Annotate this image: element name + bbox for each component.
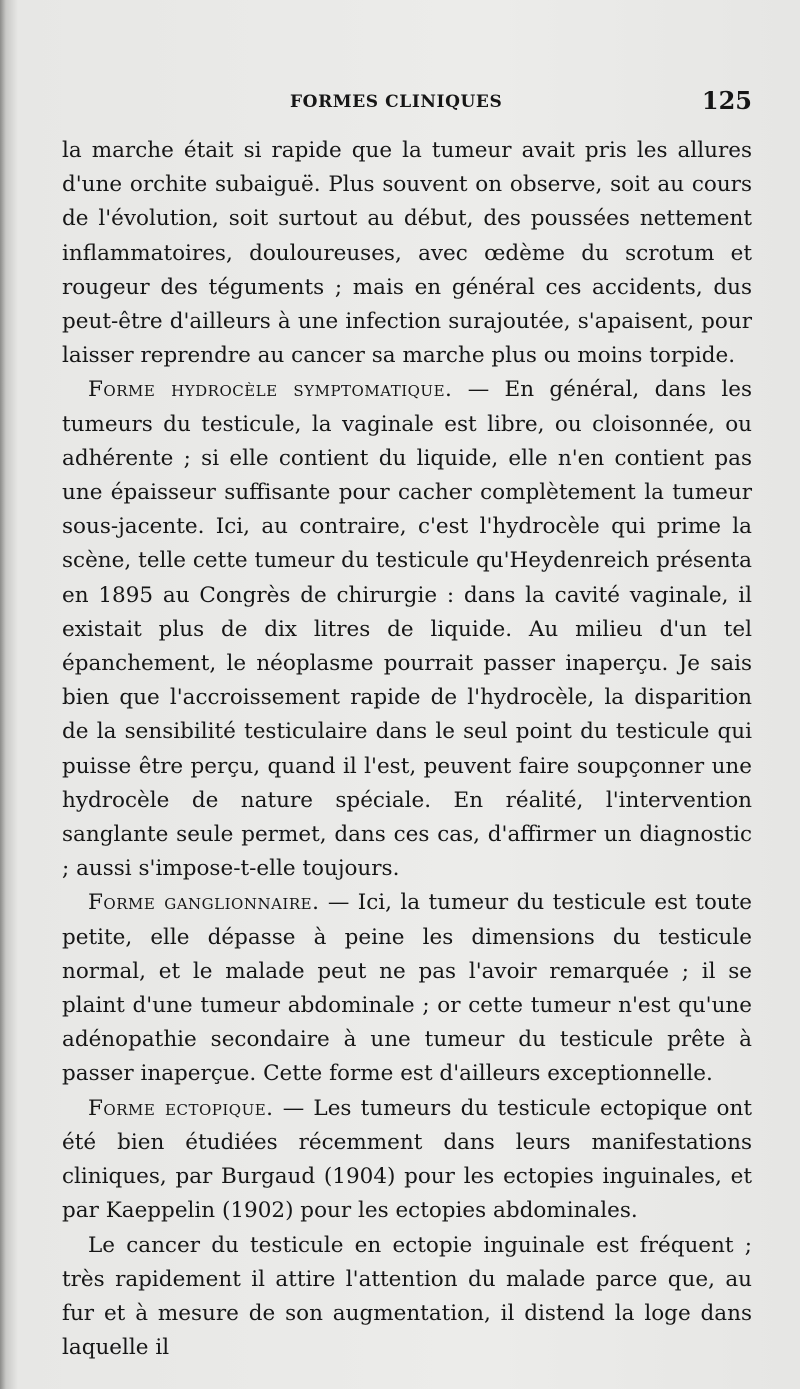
section-heading: Forme ectopique. (88, 1095, 274, 1121)
page-number: 125 (701, 86, 752, 115)
page-header (60, 86, 752, 122)
section-heading: Forme hydrocèle symptomatique. (88, 377, 453, 403)
paragraph-text: la marche était si rapide que la tumeur avait pris les allures d'une orchite subaiguë. Plus souvent on observe, soit au cours de l'évolution, soit surtout au début, des poussées nettement inflammatoires, douloureuses, avec œdème du scrotum et rougeur des téguments ; mais en général ces accidents, dus peut-être d'ailleurs à une infection surajoutée, s'apaisent, pour laisser reprendre au cancer sa marche plus ou moins torpide. (62, 138, 752, 369)
paragraph-4 (62, 1092, 752, 1229)
paragraph-text: — En général, dans les tumeurs du testicule, la vaginale est libre, ou cloisonnée, ou adhérente ; si elle contient du liquide, elle n'en contient pas une épaisseur suffisante pour cacher complètement la tumeur sous-jacente. Ici, au contraire, c'est l'hydrocèle qui prime la scène, telle cette tumeur du testicule qu'Heydenreich présenta en 1895 au Congrès de chirurgie : dans la cavité vaginale, il existait plus de dix litres de liquide. Au milieu d'un tel épanchement, le néoplasme pourrait passer inaperçu. Je sais bien que l'accroissement rapide de l'hydrocèle, la disparition de la sensibilité testiculaire dans le seul point du testicule qui puisse être perçu, quand il l'est, peuvent faire soupçonner une hydrocèle de nature spéciale. En réalité, l'intervention sanglante seule permet, dans ces cas, d'affirmer un diagnostic ; aussi s'impose-t-elle toujours. (62, 377, 753, 882)
paragraph-3 (62, 886, 752, 1091)
paragraph-5 (62, 1229, 752, 1366)
section-heading: Forme ganglionnaire. (88, 890, 320, 916)
paragraph-text: — Ici, la tumeur du testicule est toute petite, elle dépasse à peine les dimensions du testicule normal, et le malade peut ne pas l'avoir remarquée ; il se plaint d'une tumeur abdominale ; or cette tumeur n'est qu'une adénopathie secondaire à une tumeur du testicule prête à passer inaperçue. Cette forme est d'ailleurs exceptionnelle. (62, 890, 753, 1087)
paragraph-2 (62, 373, 752, 886)
paragraph-text: — Les tumeurs du testicule ectopique ont été bien étudiées récemment dans leurs manifestations cliniques, par Burgaud (1904) pour les ectopies inguinales, et par Kaeppelin (1902) pour les ectopies abdominales. (62, 1095, 752, 1224)
running-title: FORMES CLINIQUES (290, 92, 503, 112)
paragraph-text: Le cancer du testicule en ectopie inguinale est fréquent ; très rapidement il attire l'attention du malade parce que, au fur et à mesure de son augmentation, il distend la loge dans laquelle il (62, 1232, 752, 1361)
body-text (62, 134, 752, 1365)
paragraph-1 (62, 134, 752, 373)
